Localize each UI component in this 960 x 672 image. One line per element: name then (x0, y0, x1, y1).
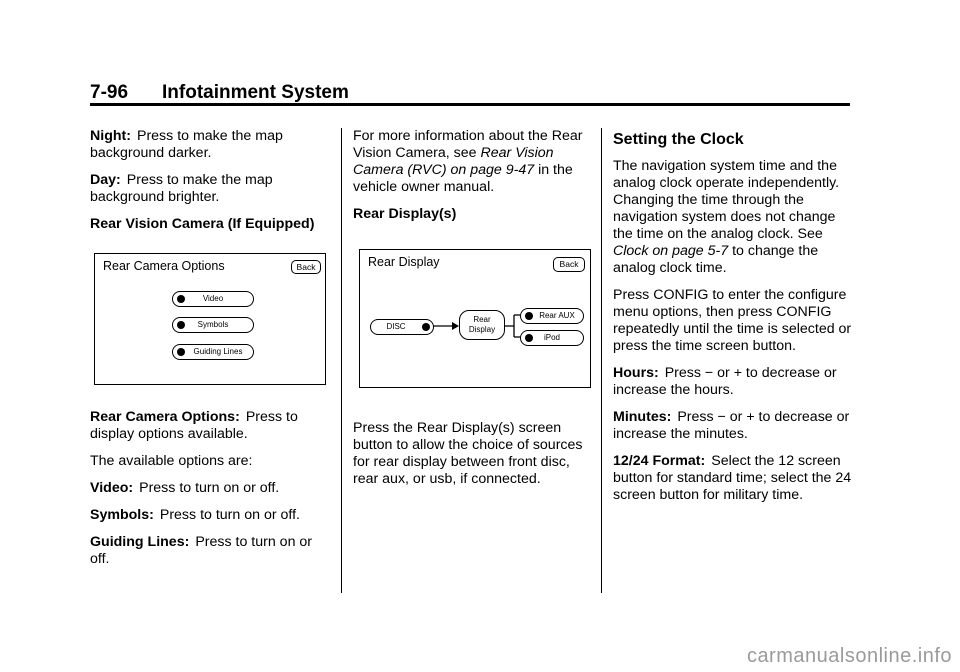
guiding-lines-option-label: Guiding Lines (193, 347, 243, 356)
camera-screen-title: Rear Camera Options (103, 259, 225, 273)
symbols-bullet-icon (177, 321, 185, 329)
hours-label: Hours: (613, 365, 659, 381)
clock-page-reference[interactable]: Clock on page 5-7 (613, 243, 729, 259)
clock-heading: Setting the Clock (613, 131, 744, 148)
rco-label: Rear Camera Options: (90, 409, 240, 425)
rvc-heading: Rear Vision Camera (If Equipped) (90, 216, 315, 232)
clock-text-1: The navigation system time and the analog clock operate independently. Changing the time through the navigation system does not change the time on the analog clock. See (613, 158, 840, 242)
clock-text-2: to change the analog clock time. (613, 243, 819, 276)
night-paragraph (90, 128, 330, 162)
disc-bullet-icon (422, 323, 430, 331)
site-watermark: carmanualsonline.info (746, 645, 952, 667)
guiding-lines-paragraph (90, 534, 330, 568)
section-title: Infotainment System (162, 82, 349, 103)
column-2 (353, 128, 593, 498)
night-label: Night: (90, 128, 131, 144)
display-screen-title: Rear Display (368, 255, 440, 269)
center-line-1: Rear (473, 315, 491, 324)
info-text-2: in the vehicle owner manual. (353, 162, 573, 195)
column-1 (90, 128, 330, 578)
column-divider-2 (601, 128, 602, 593)
hours-text: Press − or + to decrease or increase the hours. (613, 365, 837, 398)
rear-display-heading: Rear Display(s) (353, 206, 457, 222)
rear-display-center-button[interactable] (459, 310, 505, 340)
video-label: Video: (90, 480, 134, 496)
ipod-label: iPod (543, 333, 560, 342)
ipod-bullet-icon (525, 334, 533, 342)
video-paragraph (90, 480, 330, 497)
format-text: Select the 12 screen button for standard time; select the 24 screen button for military time. (613, 453, 852, 503)
column-3 (613, 128, 858, 514)
day-paragraph (90, 172, 330, 206)
rear-display-screen (359, 249, 591, 388)
ipod-source-button[interactable] (520, 330, 584, 346)
rear-display-paragraph: Press the Rear Display(s) screen button to allow the choice of sources for rear display between front disc, rear aux, or usb, if connected. (353, 420, 583, 487)
symbols-paragraph (90, 507, 330, 524)
minutes-label: Minutes: (613, 409, 672, 425)
page-number: 7-96 (90, 82, 129, 103)
guiding-lines-bullet-icon (177, 348, 185, 356)
minutes-paragraph (613, 409, 858, 443)
rear-aux-source-button[interactable] (520, 308, 584, 324)
symbols-option-button[interactable] (172, 317, 254, 333)
hours-paragraph (613, 365, 858, 399)
available-options-paragraph: The available options are: (90, 453, 253, 469)
day-label: Day: (90, 172, 121, 188)
disc-label: DISC (386, 322, 406, 331)
rvc-page-reference[interactable]: Rear Vision Camera (RVC) on page 9-47 (353, 145, 554, 178)
center-line-2: Display (468, 325, 496, 334)
rear-camera-options-paragraph (90, 409, 330, 443)
night-text: Press to make the map background darker. (90, 128, 283, 161)
day-text: Press to make the map background brighter. (90, 172, 273, 205)
guiding-lines-option-button[interactable] (172, 344, 254, 360)
rear-aux-bullet-icon (525, 312, 533, 320)
guiding-text: Press to turn on or off. (90, 534, 313, 567)
rvc-info-paragraph (353, 128, 593, 196)
header-rule (90, 103, 850, 106)
column-divider-1 (341, 128, 342, 593)
rear-camera-options-screen (94, 253, 326, 385)
minutes-text: Press − or + to decrease or increase the minutes. (613, 409, 850, 442)
symbols-text: Press to turn on or off. (159, 507, 300, 523)
format-paragraph (613, 453, 858, 504)
video-text: Press to turn on or off. (139, 480, 280, 496)
camera-back-button[interactable]: Back (291, 260, 321, 274)
rco-text: Press to display options available. (90, 409, 298, 442)
disc-source-button[interactable] (370, 319, 434, 335)
symbols-label: Symbols: (90, 507, 154, 523)
video-option-label: Video (202, 294, 224, 303)
rear-aux-label: Rear AUX (539, 311, 575, 320)
video-bullet-icon (177, 295, 185, 303)
info-text-1: For more information about the Rear Vision Camera, see (353, 128, 583, 161)
clock-paragraph (613, 158, 858, 277)
video-option-button[interactable] (172, 291, 254, 307)
guiding-label: Guiding Lines: (90, 534, 190, 550)
symbols-option-label: Symbols (197, 320, 229, 329)
config-paragraph: Press CONFIG to enter the configure menu options, then press CONFIG repeatedly until the time is selected or press the time screen button. (613, 287, 852, 354)
display-back-button[interactable]: Back (553, 257, 585, 272)
format-label: 12/24 Format: (613, 453, 706, 469)
